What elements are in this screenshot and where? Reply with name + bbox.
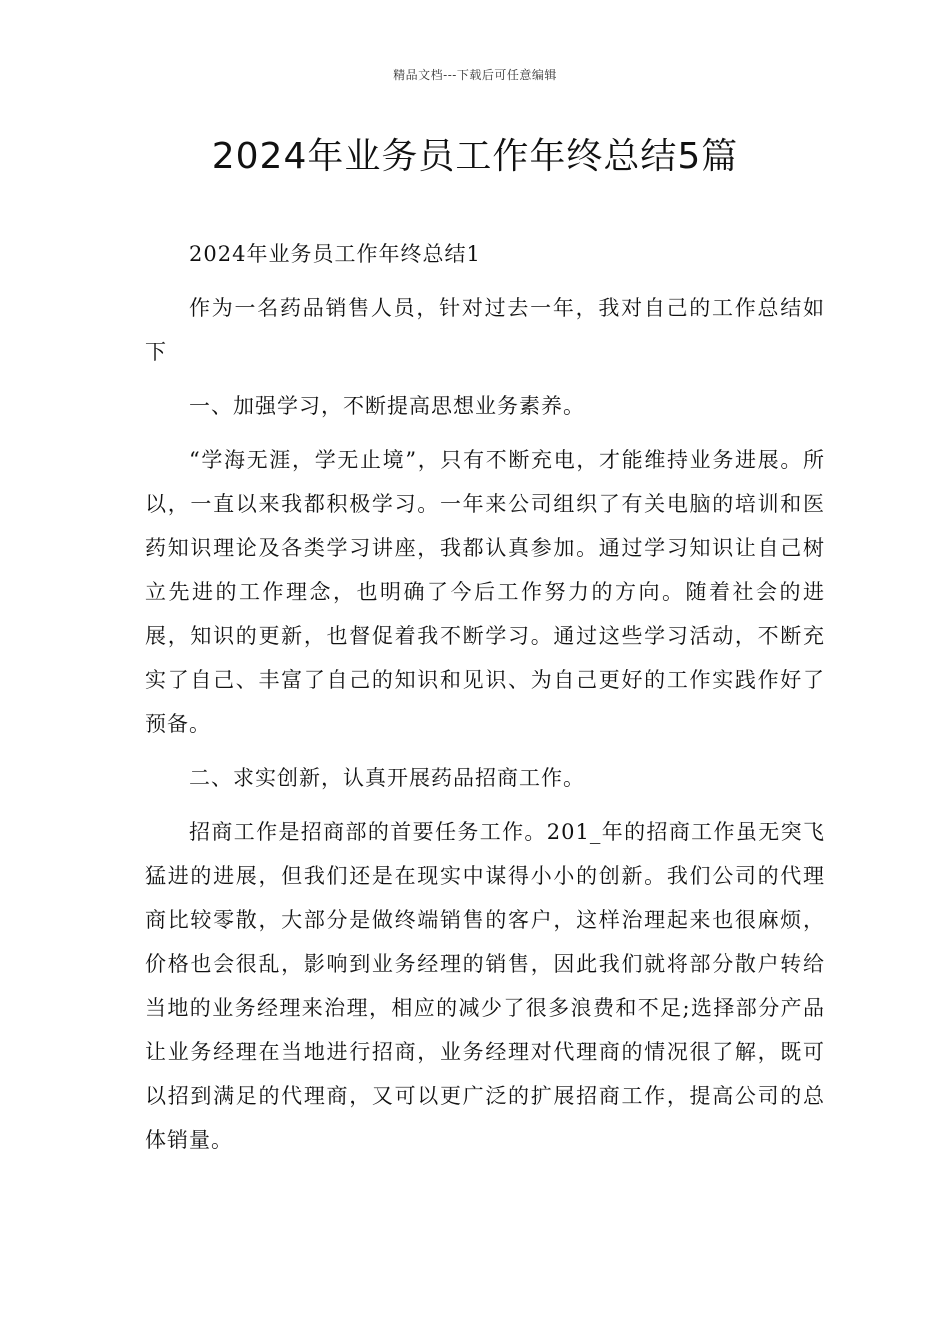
paragraph: 招商工作是招商部的首要任务工作。201_年的招商工作虽无突飞猛进的进展，但我们还是在现实中谋得小小的创新。我们公司的代理商比较零散，大部分是做终端销售的客户，这样治理起来也很麻烦，价格也会很乱，影响到业务经理的销售，因此我们就将部分散户转给当地的业务经理来治理，相应的减少了很多浪费和不足;选择部分产品让业务经理在当地进行招商，业务经理对代理商的情况很了解，既可以招到满足的代理商，又可以更广泛的扩展招商工作，提高公司的总体销量。 [145,820,825,1152]
document-title: 2024年业务员工作年终总结5篇 [211,136,739,177]
section-heading: 一、加强学习，不断提高思想业务素养。 [189,394,585,418]
page-header: 精品文档---下载后可任意编辑 [393,68,557,82]
paragraph: “学海无涯，学无止境”，只有不断充电，才能维持业务进展。所以，一直以来我都积极学习。一年来公司组织了有关电脑的培训和医药知识理论及各类学习讲座，我都认真参加。通过学习知识让自己树立先进的工作理念，也明确了今后工作努力的方向。随着社会的进展，知识的更新，也督促着我不断学习。通过这些学习活动，不断充实了自己、丰富了自己的知识和见识、为自己更好的工作实践作好了预备。 [145,448,825,736]
document-body [145,232,825,1162]
paragraph: 作为一名药品销售人员，针对过去一年，我对自己的工作总结如下 [145,296,825,364]
section-heading: 二、求实创新，认真开展药品招商工作。 [189,766,585,790]
section-heading: 2024年业务员工作年终总结1 [189,242,481,266]
